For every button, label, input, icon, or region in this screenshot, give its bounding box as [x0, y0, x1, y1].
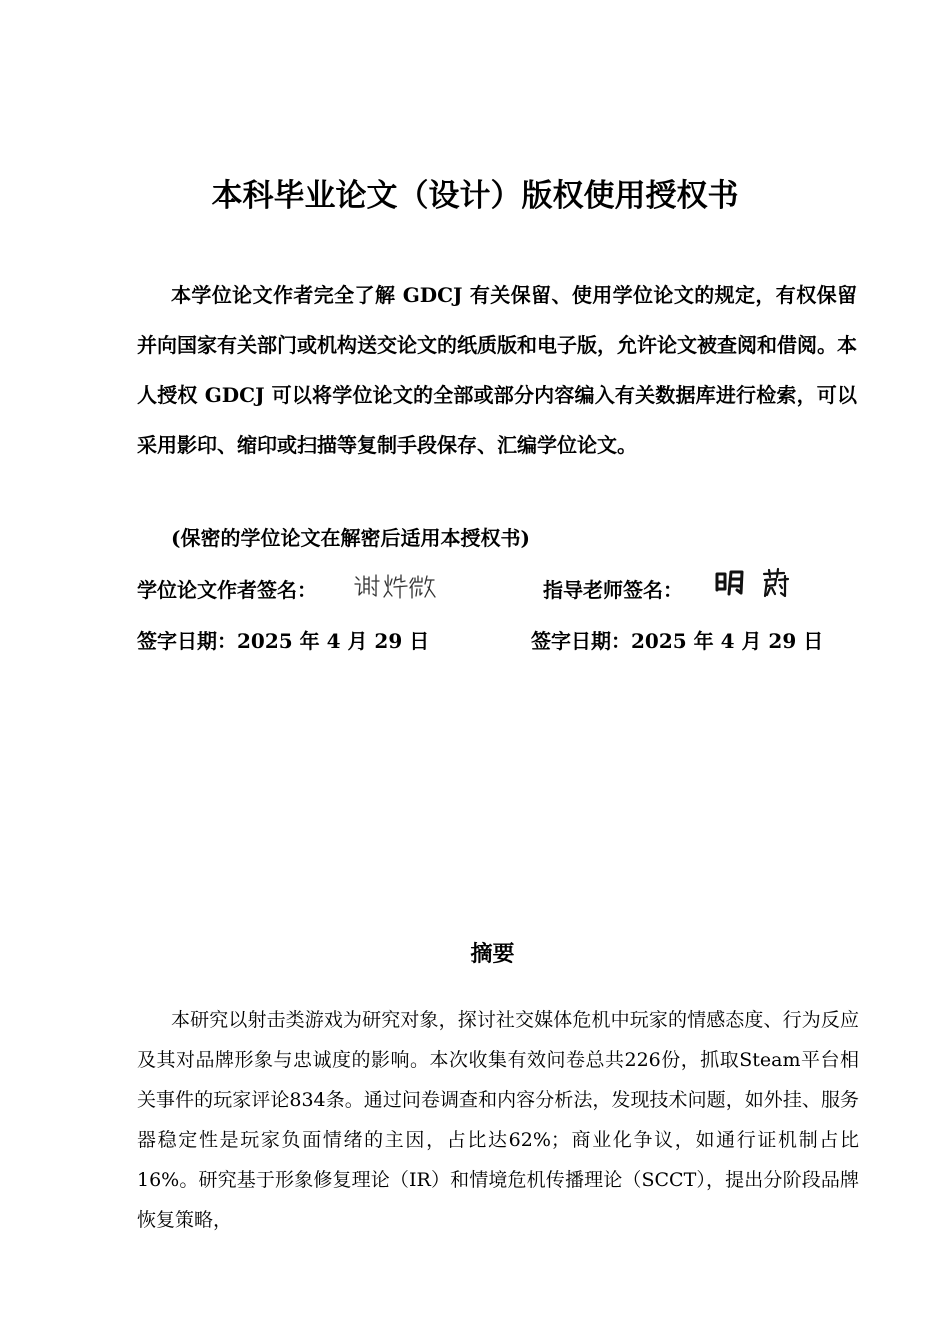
authorization-title: 本科毕业论文（设计）版权使用授权书 — [211, 178, 739, 214]
confidential-note: (保密的学位论文在解密后适用本授权书) — [171, 526, 530, 550]
author-handwritten-signature — [352, 569, 442, 603]
abstract-heading: 摘要 — [470, 941, 515, 967]
author-signature-label: 学位论文作者签名： — [137, 578, 317, 602]
advisor-handwritten-signature — [712, 566, 796, 602]
advisor-sign-date: 签字日期：2025 年 4 月 29 日 — [531, 629, 824, 653]
author-sign-date: 签字日期：2025 年 4 月 29 日 — [137, 629, 430, 653]
abstract-body: 本研究以射击类游戏为研究对象，探讨社交媒体危机中玩家的情感态度、行为反应及其对品牌形象与忠诚度的影响。本次收集有效问卷总共226份，抓取Steam平台相关事件的玩家评论834条。通过问卷调查和内容分析法，发现技术问题，如外挂、服务器稳定性是玩家负面情绪的主因，占比达62%；商业化争议，如通行证机制占比16%。研究基于形象修复理论（IR）和情境危机传播理论（SCCT），提出分阶段品牌恢复策略， — [137, 1009, 859, 1231]
authorization-paragraph: 本学位论文作者完全了解 GDCJ 有关保留、使用学位论文的规定，有权保留并向国家有关部门或机构送交论文的纸质版和电子版，允许论文被查阅和借阅。本人授权 GDCJ 可以将学位论文的全部或部分内容编入有关数据库进行检索，可以采用影印、缩印或扫描等复制手段保存、汇编学位论文。 — [137, 283, 857, 457]
advisor-signature-label: 指导老师签名： — [543, 578, 683, 602]
